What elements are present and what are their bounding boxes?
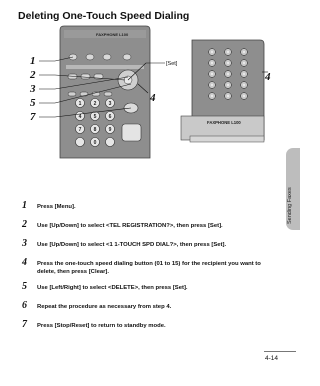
model-label-right: FAXPHONE L100 [207, 120, 241, 125]
list-item [22, 200, 274, 222]
callout-4-mid: 4 [150, 92, 156, 104]
step-text: Use [Left/Right] to select <DELETE>, then press [Set]. [37, 285, 188, 291]
step-number: 6 [22, 300, 27, 311]
callout-7: 7 [30, 111, 36, 123]
list-item [22, 319, 274, 341]
svg-text:5: 5 [93, 114, 97, 120]
step-text: Use [Up/Down] to select <1 1-TOUCH SPD DIAL?>, then press [Set]. [37, 242, 227, 248]
step-number: 1 [22, 200, 27, 211]
svg-text:4: 4 [78, 114, 82, 120]
fax-panel-illustration [0, 0, 300, 170]
step-number: 4 [22, 257, 27, 268]
callout-2: 2 [30, 69, 36, 81]
model-label-left: FAXPHONE L100 [96, 32, 129, 37]
step-text: Press [Stop/Reset] to return to standby mode. [37, 323, 166, 329]
set-callout: [Set] [166, 61, 178, 67]
list-item [22, 281, 274, 303]
step-number: 3 [22, 238, 27, 249]
page-number: 4-14 [265, 355, 279, 362]
step-text: Use [Up/Down] to select <TEL REGISTRATION?>, then press [Set]. [37, 223, 223, 229]
callout-3: 3 [30, 83, 36, 95]
svg-text:0: 0 [93, 140, 97, 146]
list-item [22, 238, 274, 260]
svg-text:6: 6 [108, 114, 112, 120]
footer-rule [264, 351, 296, 352]
control-panel-right [181, 40, 264, 142]
step-text: Press [Menu]. [37, 204, 76, 210]
step-number: 2 [22, 219, 27, 230]
section-side-tab-label: Sending Faxes [287, 187, 293, 224]
page-heading: Deleting One-Touch Speed Dialing [18, 10, 190, 22]
callout-4-right: 4 [265, 71, 271, 83]
control-panel-left [60, 26, 150, 158]
callout-5: 5 [30, 97, 36, 109]
step-callouts-left [29, 55, 36, 123]
svg-text:7: 7 [78, 127, 82, 133]
step-number: 5 [22, 281, 27, 292]
step-text: Press the one-touch speed dialing button (01 to 15) for the recipient you want to delete, then press [Clear]. [37, 261, 261, 275]
svg-text:3: 3 [108, 101, 112, 107]
step-number: 7 [22, 319, 27, 330]
callout-1: 1 [30, 55, 36, 67]
step-text: Repeat the procedure as necessary from step 4. [37, 304, 172, 310]
svg-text:1: 1 [78, 101, 82, 107]
svg-text:2: 2 [93, 101, 97, 107]
section-side-tab [286, 148, 300, 230]
steps-list [22, 200, 274, 341]
svg-text:9: 9 [108, 127, 112, 133]
list-item [22, 257, 274, 284]
list-item [22, 300, 274, 322]
list-item [22, 219, 274, 241]
svg-text:8: 8 [93, 127, 97, 133]
